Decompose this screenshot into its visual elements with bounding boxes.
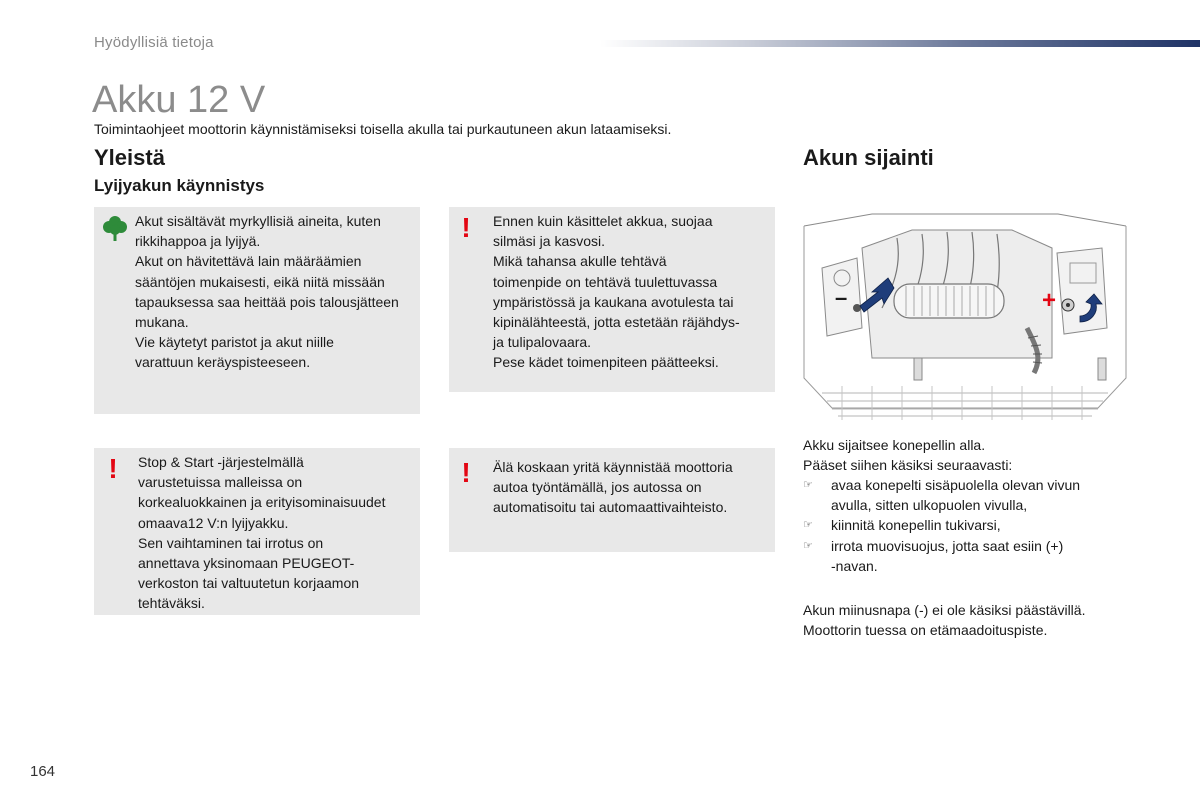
bullet-hand-icon: ☞ bbox=[803, 519, 813, 531]
ground-point-note: Akun miinusnapa (-) ei ole käsiksi päästävillä. Moottorin tuessa on etämaadoituspiste. bbox=[803, 602, 1086, 639]
negative-terminal bbox=[853, 304, 861, 312]
header-gradient-bar bbox=[600, 40, 1200, 47]
push-start-warning-box bbox=[449, 448, 775, 552]
page-title: Akku 12 V bbox=[92, 79, 266, 121]
step-item: irrota muovisuojus, jotta saat esiin (+) -navan. bbox=[831, 538, 1064, 575]
negative-terminal-label: – bbox=[835, 285, 848, 310]
page-intro: Toimintaohjeet moottorin käynnistämiseksi toisella akulla tai purkautuneen akun lataamiseksi. bbox=[94, 121, 672, 137]
warning-exclamation-icon: ! bbox=[461, 212, 471, 243]
page-number: 164 bbox=[30, 763, 56, 780]
battery-location-heading: Akun sijainti bbox=[803, 145, 934, 170]
environment-tree-icon bbox=[100, 213, 130, 243]
safety-warning-text: Ennen kuin käsittelet akkua, suojaa silmäsi ja kasvosi. Mikä tahansa akulle tehtävä toimenpide on tehtävä tuulettuvassa ympäristössä ja kaukana avotulesta tai kipinälähteestä, jotta estetään räjähdys- ja tulipalovaara. Pese kädet toimenpiteen päätteeksi. bbox=[493, 213, 740, 371]
environment-info-text: Akut sisältävät myrkyllisiä aineita, kuten rikkihappoa ja lyijyä. Akut on hävitettävä lain määräämien sääntöjen mukaisesti, eikä niitä missään tapauksessa saa heittää pois talousjätteen mukana. Vie käytetyt paristot ja akut niille varattuun keräyspisteeseen. bbox=[135, 213, 399, 371]
push-start-warning-text: Älä koskaan yritä käynnistää moottoria autoa työntämällä, jos autossa on automatisoitu tai automaattivaihteisto. bbox=[493, 459, 733, 516]
stop-start-warning-text: Stop & Start -järjestelmällä varustetuissa malleissa on korkealuokkainen ja erityisominaisuudet omaava12 V:n lyijyakku. Sen vaihtaminen tai irrotus on annettava yksinomaan PEUGEOT- verkoston tai valtuutetun korjaamon tehtäväksi. bbox=[138, 454, 386, 612]
general-heading: Yleistä bbox=[94, 145, 165, 170]
step-item: avaa konepelti sisäpuolella olevan vivun avulla, sitten ulkopuolen vivulla, bbox=[831, 477, 1081, 514]
safety-warning-box bbox=[449, 207, 775, 392]
battery-location-intro: Akku sijaitsee konepellin alla. Pääset siihen käsiksi seuraavasti: bbox=[803, 437, 1013, 474]
environment-info-box bbox=[94, 207, 420, 414]
positive-terminal-label: + bbox=[1042, 287, 1057, 314]
section-label: Hyödyllisiä tietoja bbox=[94, 34, 214, 51]
bullet-hand-icon: ☞ bbox=[803, 540, 813, 552]
lead-acid-start-heading: Lyijyakun käynnistys bbox=[94, 176, 265, 195]
engine-bay-diagram bbox=[802, 208, 1128, 423]
warning-exclamation-icon: ! bbox=[108, 453, 118, 484]
step-item: kiinnitä konepellin tukivarsi, bbox=[831, 517, 1001, 533]
stop-start-warning-box bbox=[94, 448, 420, 615]
warning-exclamation-icon: ! bbox=[461, 457, 471, 488]
bullet-hand-icon: ☞ bbox=[803, 479, 813, 491]
